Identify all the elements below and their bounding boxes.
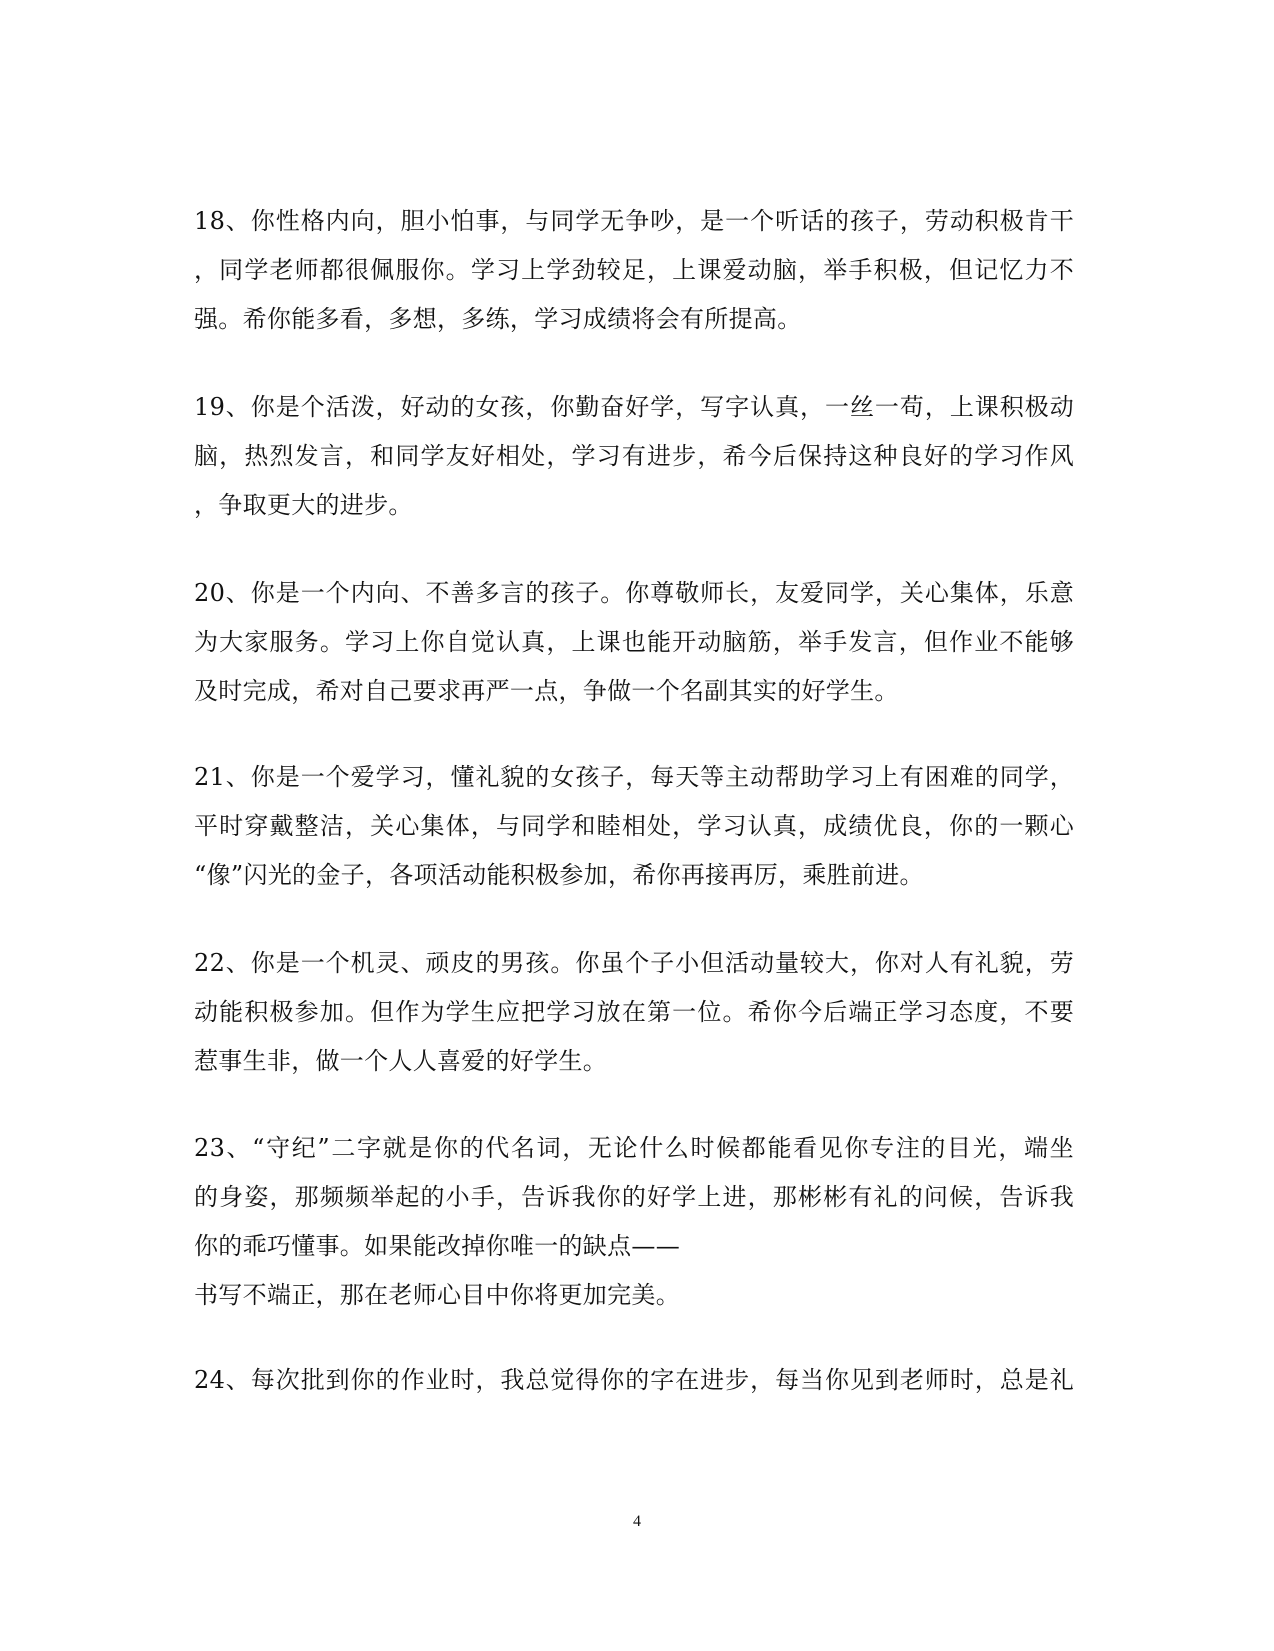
text-line: 你的乖巧懂事。如果能改掉你唯一的缺点—— bbox=[194, 1232, 680, 1260]
text-line: 18、你性格内向，胆小怕事，与同学无争吵，是一个听话的孩子，劳动积极肯干 bbox=[194, 207, 1074, 235]
paragraph-22 bbox=[194, 939, 1074, 1086]
text-line: 的身姿，那频频举起的小手，告诉我你的好学上进，那彬彬有礼的问候，告诉我 bbox=[194, 1183, 1074, 1211]
text-line: ，争取更大的进步。 bbox=[194, 491, 413, 519]
text-line: 20、你是一个内向、不善多言的孩子。你尊敬师长，友爱同学，关心集体，乐意 bbox=[194, 579, 1074, 607]
paragraph-21 bbox=[194, 753, 1074, 900]
paragraph-18 bbox=[194, 197, 1074, 344]
text-line: ，同学老师都很佩服你。学习上学劲较足，上课爱动脑，举手积极，但记忆力不 bbox=[194, 256, 1074, 284]
text-line: 为大家服务。学习上你自觉认真，上课也能开动脑筋，举手发言，但作业不能够 bbox=[194, 628, 1074, 656]
text-line: 及时完成，希对自己要求再严一点，争做一个名副其实的好学生。 bbox=[194, 677, 899, 705]
paragraph-19 bbox=[194, 383, 1074, 530]
page-number: 4 bbox=[633, 1513, 641, 1530]
paragraph-20 bbox=[194, 569, 1074, 716]
text-line: 惹事生非，做一个人人喜爱的好学生。 bbox=[194, 1047, 608, 1075]
text-line: 脑，热烈发言，和同学友好相处，学习有进步，希今后保持这种良好的学习作风 bbox=[194, 442, 1074, 470]
text-line: 23、“守纪”二字就是你的代名词，无论什么时候都能看见你专注的目光，端坐 bbox=[194, 1134, 1074, 1162]
text-line: 22、你是一个机灵、顽皮的男孩。你虽个子小但活动量较大，你对人有礼貌，劳 bbox=[194, 949, 1074, 977]
text-line: 动能积极参加。但作为学生应把学习放在第一位。希你今后端正学习态度，不要 bbox=[194, 998, 1074, 1026]
text-line: 平时穿戴整洁，关心集体，与同学和睦相处，学习认真，成绩优良，你的一颗心 bbox=[194, 812, 1074, 840]
text-line: 书写不端正，那在老师心目中你将更加完美。 bbox=[194, 1281, 680, 1309]
text-line: “像”闪光的金子，各项活动能积极参加，希你再接再厉，乘胜前进。 bbox=[194, 861, 924, 889]
text-line: 24、每次批到你的作业时，我总觉得你的字在进步，每当你见到老师时，总是礼 bbox=[194, 1366, 1074, 1394]
paragraph-24 bbox=[194, 1356, 1074, 1405]
text-line: 19、你是个活泼，好动的女孩，你勤奋好学，写字认真，一丝一苟，上课积极动 bbox=[194, 393, 1074, 421]
text-line: 21、你是一个爱学习，懂礼貌的女孩子，每天等主动帮助学习上有困难的同学， bbox=[194, 763, 1074, 791]
paragraph-23 bbox=[194, 1124, 1074, 1320]
text-line: 强。希你能多看，多想，多练，学习成绩将会有所提高。 bbox=[194, 305, 802, 333]
